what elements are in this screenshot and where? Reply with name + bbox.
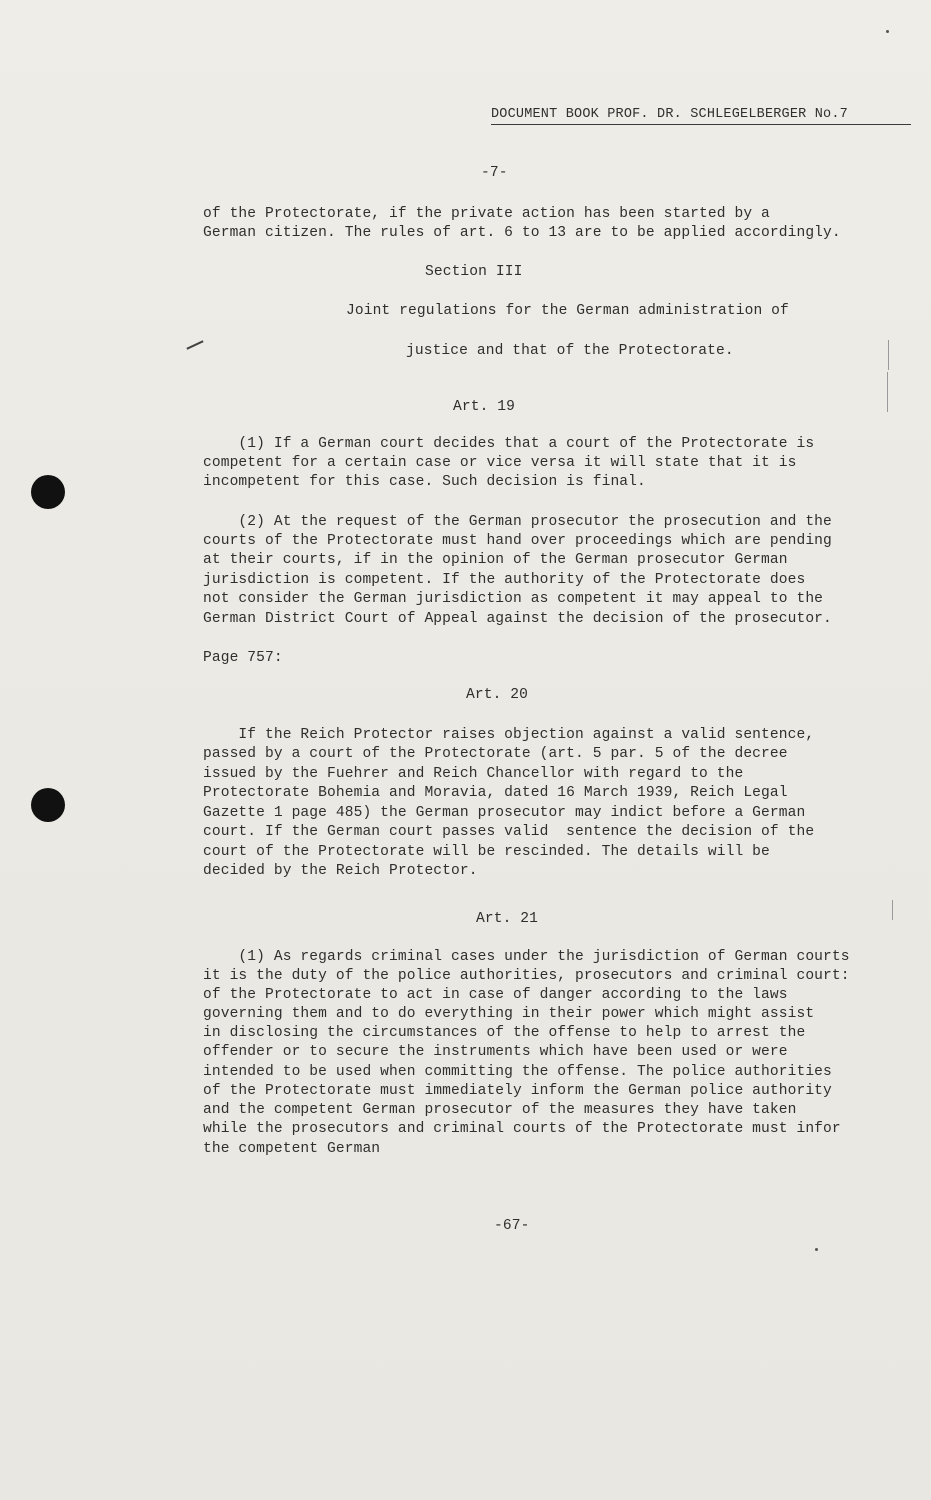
intro-line: German citizen. The rules of art. 6 to 13 are to be applied accordingly. <box>203 225 841 241</box>
paragraph-line: passed by a court of the Protectorate (art. 5 par. 5 of the decree <box>203 746 788 762</box>
stray-mark <box>892 900 893 920</box>
paragraph-line: of the Protectorate to act in case of danger according to the laws <box>203 987 788 1003</box>
paragraph-line: jurisdiction is competent. If the authority of the Protectorate does <box>203 572 806 588</box>
paragraph-line: governing them and to do everything in their power which might assist <box>203 1006 815 1022</box>
paragraph-line: of the Protectorate must immediately inform the German police authority <box>203 1083 832 1099</box>
paragraph-line: offender or to secure the instruments which have been used or were <box>203 1044 788 1060</box>
paragraph-line: courts of the Protectorate must hand over proceedings which are pending <box>203 533 832 549</box>
pencil-mark <box>186 340 203 349</box>
paragraph-line: (1) As regards criminal cases under the jurisdiction of German courts <box>203 949 850 965</box>
paragraph-line: Protectorate Bohemia and Moravia, dated 16 March 1939, Reich Legal <box>203 785 788 801</box>
paragraph-line: competent for a certain case or vice versa it will state that it is <box>203 455 797 471</box>
punch-hole <box>31 475 65 509</box>
paragraph-line: the competent German <box>203 1141 381 1157</box>
paragraph-line: decided by the Reich Protector. <box>203 863 478 879</box>
page-number-bottom: -67- <box>494 1218 530 1234</box>
stray-mark <box>888 340 889 370</box>
paragraph-line: intended to be used when committing the offense. The police authorities <box>203 1064 832 1080</box>
document-header: DOCUMENT BOOK PROF. DR. SCHLEGELBERGER No.7 <box>491 106 911 125</box>
section-subtitle: justice and that of the Protectorate. <box>406 343 734 359</box>
section-title: Section III <box>425 264 523 280</box>
paragraph-line: and the competent German prosecutor of the measures they have taken <box>203 1102 797 1118</box>
paragraph-line: If the Reich Protector raises objection against a valid sentence, <box>203 727 815 743</box>
paragraph-line: (2) At the request of the German prosecutor the prosecution and the <box>203 514 832 530</box>
paragraph-line: it is the duty of the police authorities, prosecutors and criminal court: <box>203 968 850 984</box>
stray-mark <box>887 372 888 412</box>
paragraph-line: in disclosing the circumstances of the offense to help to arrest the <box>203 1025 806 1041</box>
punch-hole <box>31 788 65 822</box>
paragraph-line: issued by the Fuehrer and Reich Chancellor with regard to the <box>203 766 744 782</box>
paragraph-line: German District Court of Appeal against the decision of the prosecutor. <box>203 611 832 627</box>
paragraph-line: while the prosecutors and criminal courts of the Protectorate must infor <box>203 1121 841 1137</box>
article-title: Art. 20 <box>466 687 529 703</box>
article-title: Art. 21 <box>476 911 539 927</box>
paragraph-line: incompetent for this case. Such decision is final. <box>203 474 646 490</box>
paragraph-line: Gazette 1 page 485) the German prosecutor may indict before a German <box>203 805 806 821</box>
page-number-top: -7- <box>481 165 508 181</box>
paragraph-line: court. If the German court passes valid sentence the decision of the <box>203 824 815 840</box>
paragraph-line: not consider the German jurisdiction as competent it may appeal to the <box>203 591 824 607</box>
stray-dot <box>815 1248 818 1251</box>
intro-line: of the Protectorate, if the private action has been started by a <box>203 206 770 222</box>
stray-dot <box>886 30 889 33</box>
paragraph-line: court of the Protectorate will be rescinded. The details will be <box>203 844 770 860</box>
paragraph-line: (1) If a German court decides that a court of the Protectorate is <box>203 436 815 452</box>
article-title: Art. 19 <box>453 399 516 415</box>
paragraph-line: at their courts, if in the opinion of the German prosecutor German <box>203 552 788 568</box>
page-reference: Page 757: <box>203 650 283 666</box>
section-subtitle: Joint regulations for the German administration of <box>346 303 789 319</box>
